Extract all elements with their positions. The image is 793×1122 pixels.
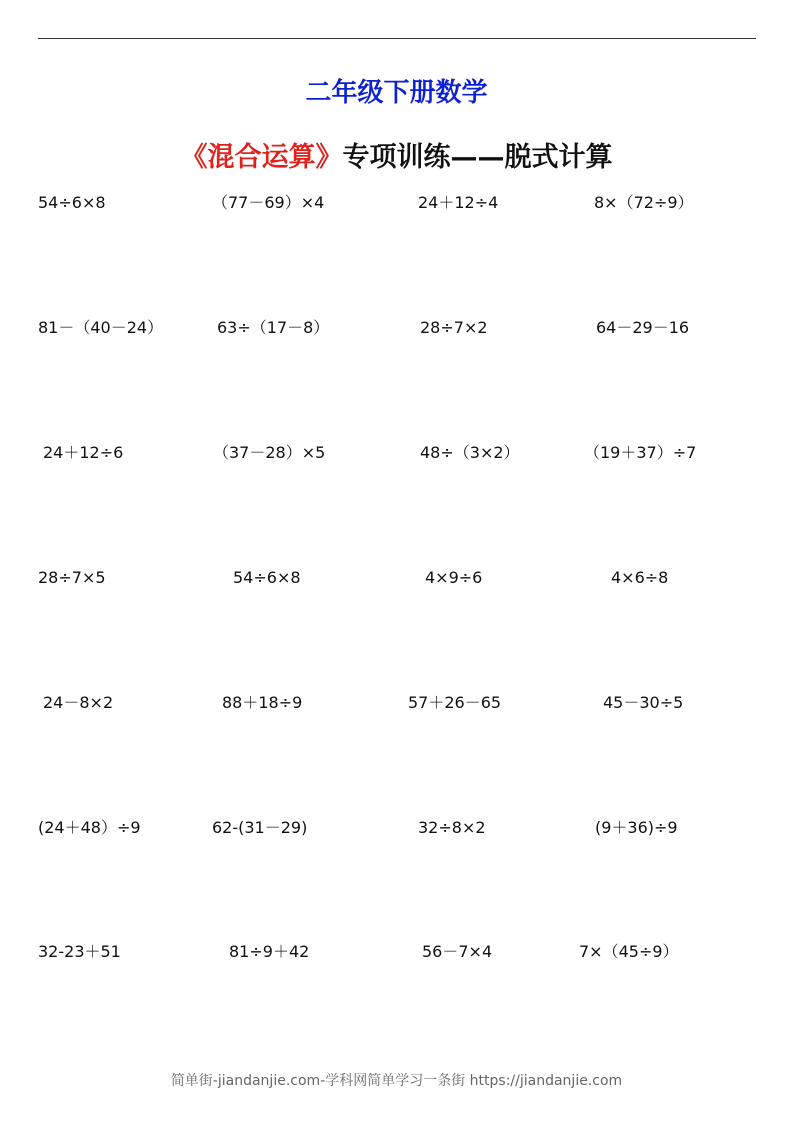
problem-r5-c2: 88＋18÷9	[222, 693, 303, 712]
problem-r1-c4: 8×（72÷9）	[594, 193, 694, 212]
page-footer: 简单街-jiandanjie.com-学科网简单学习一条街 https://jiandanjie.com	[170, 1073, 623, 1089]
problem-r2-c1: 81－（40－24）	[38, 318, 164, 337]
problem-r7-c3: 56－7×4	[422, 942, 493, 961]
problem-r3-c3: 48÷（3×2）	[420, 443, 520, 462]
problem-r3-c1: 24＋12÷6	[43, 443, 124, 462]
problem-r3-c2: （37－28）×5	[213, 443, 326, 462]
problem-r4-c3: 4×9÷6	[425, 568, 483, 587]
problem-r6-c4: (9＋36)÷9	[595, 818, 678, 837]
problem-r7-c1: 32-23＋51	[38, 942, 121, 961]
problem-r5-c3: 57＋26－65	[408, 693, 502, 712]
subtitle-practice: 专项训练——脱式计算	[342, 142, 613, 173]
problem-r2-c2: 63÷（17－8）	[217, 318, 330, 337]
problem-r1-c3: 24＋12÷4	[418, 193, 499, 212]
problem-r4-c2: 54÷6×8	[233, 568, 301, 587]
problem-r1-c2: （77－69）×4	[212, 193, 325, 212]
problem-r6-c1: (24＋48）÷9	[38, 818, 141, 837]
problem-r6-c2: 62-(31－29)	[212, 818, 308, 837]
problem-r5-c1: 24－8×2	[43, 693, 114, 712]
problem-r6-c3: 32÷8×2	[418, 818, 486, 837]
problem-r7-c4: 7×（45÷9）	[579, 942, 679, 961]
page-title: 二年级下册数学	[305, 78, 488, 108]
problem-r3-c4: （19＋37）÷7	[584, 443, 697, 462]
problem-r4-c1: 28÷7×5	[38, 568, 106, 587]
problem-r7-c2: 81÷9＋42	[229, 942, 310, 961]
problem-r2-c4: 64－29－16	[596, 318, 690, 337]
problem-r4-c4: 4×6÷8	[611, 568, 669, 587]
problem-r2-c3: 28÷7×2	[420, 318, 488, 337]
problem-r5-c4: 45－30÷5	[603, 693, 684, 712]
problem-r1-c1: 54÷6×8	[38, 193, 106, 212]
subtitle-topic: 《混合运算》	[180, 142, 343, 173]
